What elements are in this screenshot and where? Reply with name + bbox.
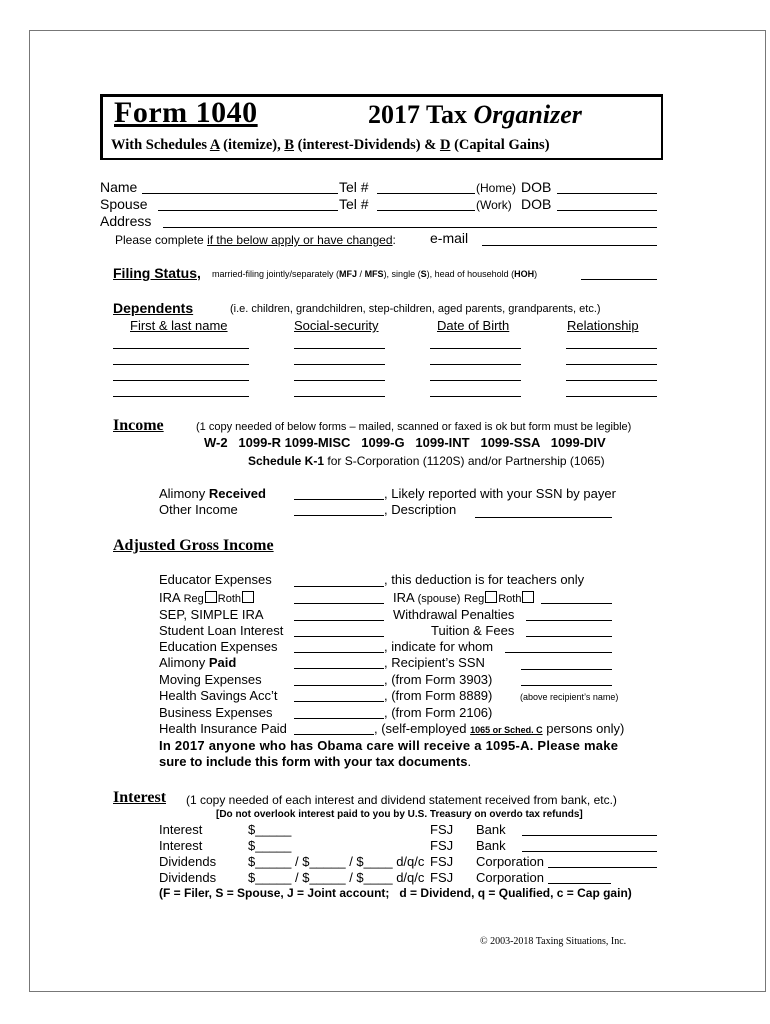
business-note: , (from Form 2106) <box>384 705 493 720</box>
interest-row-label: Interest <box>159 838 203 853</box>
education-label: Education Expenses <box>159 639 278 654</box>
tuition-field[interactable] <box>526 636 612 637</box>
moving-field[interactable] <box>294 685 384 686</box>
alimony-received-note: , Likely reported with your SSN by payer <box>384 486 616 501</box>
spouse-label: Spouse <box>100 196 148 212</box>
interest-row-amount[interactable]: $_____ <box>248 838 292 853</box>
interest-row-type: Bank <box>476 838 506 853</box>
work-tel-field[interactable] <box>377 210 475 211</box>
address-label: Address <box>100 213 152 229</box>
col-first-last-name: First & last name <box>130 318 228 333</box>
withdrawal-label: Withdrawal Penalties <box>393 607 515 622</box>
dependent-ssn-field[interactable] <box>294 348 385 349</box>
withdrawal-field[interactable] <box>526 620 612 621</box>
tel-label-2: Tel # <box>339 196 369 212</box>
dividend-row-amount[interactable]: $_____ / $_____ / $____ d/q/c <box>248 870 425 885</box>
interest-legend: (F = Filer, S = Spouse, J = Joint account; d = Dividend, q = Qualified, c = Cap gain) <box>159 886 632 900</box>
interest-row-fsj: FSJ <box>430 822 454 837</box>
business-field[interactable] <box>294 718 384 719</box>
email-label: e-mail <box>430 230 469 246</box>
dependent-name-field[interactable] <box>113 348 249 349</box>
other-income-field[interactable] <box>294 515 384 516</box>
alimony-paid-label: Alimony Paid <box>159 655 237 670</box>
dependent-ssn-field[interactable] <box>294 396 385 397</box>
educator-field[interactable] <box>294 586 384 587</box>
dependent-dob-field[interactable] <box>430 364 521 365</box>
hsa-note: , (from Form 8889) <box>384 688 493 703</box>
filing-status-text: married-filing jointly/separately (MFJ / MFS), single (S), head of household (HOH) <box>212 269 538 279</box>
k1-text: Schedule K-1 for S-Corporation (1120S) and/or Partnership (1065) <box>248 454 605 468</box>
ira-spouse-roth-checkbox[interactable] <box>522 591 534 603</box>
alimony-received-label: Alimony Received <box>159 486 266 501</box>
home-label: (Home) <box>476 181 517 195</box>
dependents-label: Dependents <box>113 300 194 316</box>
dependent-dob-field[interactable] <box>430 396 521 397</box>
bank-field[interactable] <box>522 835 657 836</box>
alimony-received-field[interactable] <box>294 499 384 500</box>
education-note: , indicate for whom <box>384 639 494 654</box>
dividend-row-label: Dividends <box>159 870 217 885</box>
dividend-row-fsj: FSJ <box>430 854 454 869</box>
dependent-relationship-field[interactable] <box>566 380 657 381</box>
name-label: Name <box>100 179 138 195</box>
tuition-label: Tuition & Fees <box>431 623 515 638</box>
bank-field[interactable] <box>522 851 657 852</box>
corporation-field[interactable] <box>548 867 657 868</box>
instruction-text: Please complete if the below apply or have changed: <box>115 233 396 247</box>
interest-row-type: Bank <box>476 822 506 837</box>
income-label: Income <box>113 417 164 434</box>
dependent-relationship-field[interactable] <box>566 364 657 365</box>
ira-roth-checkbox[interactable] <box>242 591 254 603</box>
interest-note: (1 copy needed of each interest and dividend statement received from bank, etc.) <box>186 793 617 807</box>
spouse-field[interactable] <box>158 210 338 211</box>
hsa-small-note: (above recipient’s name) <box>520 692 619 702</box>
dependent-name-field[interactable] <box>113 364 249 365</box>
ira-label: IRA Reg Roth <box>159 590 255 605</box>
email-field[interactable] <box>482 245 657 246</box>
sep-field[interactable] <box>294 620 384 621</box>
dependent-relationship-field[interactable] <box>566 396 657 397</box>
dependents-note: (i.e. children, grandchildren, step-children, aged parents, grandparents, etc.) <box>230 303 601 315</box>
home-tel-field[interactable] <box>377 193 475 194</box>
agi-label: Adjusted Gross Income <box>113 537 274 554</box>
dividend-row-fsj: FSJ <box>430 870 454 885</box>
obama-note-1: In 2017 anyone who has Obama care will receive a 1095-A. Please make <box>159 738 619 753</box>
work-label: (Work) <box>476 198 512 212</box>
ira-spouse-label: IRA (spouse) Reg Roth <box>393 590 535 605</box>
interest-row-label: Interest <box>159 822 203 837</box>
hsa-field[interactable] <box>294 701 384 702</box>
other-income-note: , Description <box>384 502 457 517</box>
dividend-row-amount[interactable]: $_____ / $_____ / $____ d/q/c <box>248 854 425 869</box>
income-note: (1 copy needed of below forms – mailed, scanned or faxed is ok but form must be legible) <box>196 421 632 433</box>
copyright: © 2003-2018 Taxing Situations, Inc. <box>480 936 627 947</box>
other-income-description-field[interactable] <box>475 517 612 518</box>
dependent-name-field[interactable] <box>113 396 249 397</box>
student-loan-field[interactable] <box>294 636 384 637</box>
obama-note-2: sure to include this form with your tax documents. <box>159 754 472 769</box>
health-note: , (self-employed 1065 or Sched. C persons only) <box>374 721 625 736</box>
interest-row-fsj: FSJ <box>430 838 454 853</box>
ira-spouse-field[interactable] <box>541 603 612 604</box>
alimony-paid-field[interactable] <box>294 668 384 669</box>
col-social-security: Social-security <box>294 318 379 333</box>
income-forms: W-2 1099-R 1099-MISC 1099-G 1099-INT 1099-SSA 1099-DIV <box>204 435 606 450</box>
interest-row-amount[interactable]: $_____ <box>248 822 292 837</box>
hsa-label: Health Savings Acc’t <box>159 688 278 703</box>
dob-field-2[interactable] <box>557 210 657 211</box>
student-loan-label: Student Loan Interest <box>159 623 284 638</box>
ira-field[interactable] <box>294 603 384 604</box>
moving-label: Moving Expenses <box>159 672 262 687</box>
ira-reg-checkbox[interactable] <box>205 591 217 603</box>
header-subtitle: With Schedules A (itemize), B (interest-Dividends) & D (Capital Gains) <box>111 137 550 153</box>
dependent-ssn-field[interactable] <box>294 380 385 381</box>
dob-field-1[interactable] <box>557 193 657 194</box>
sep-label: SEP, SIMPLE IRA <box>159 607 264 622</box>
filing-status-field[interactable] <box>581 279 657 280</box>
dependent-dob-field[interactable] <box>430 380 521 381</box>
interest-label: Interest <box>113 789 167 806</box>
tel-label-1: Tel # <box>339 179 369 195</box>
recipient-ssn-field[interactable] <box>521 669 612 670</box>
filing-status-label: Filing Status, <box>113 265 201 281</box>
name-field[interactable] <box>142 193 338 194</box>
dependent-dob-field[interactable] <box>430 348 521 349</box>
moving-note: , (from Form 3903) <box>384 672 493 687</box>
business-label: Business Expenses <box>159 705 273 720</box>
ira-spouse-reg-checkbox[interactable] <box>485 591 497 603</box>
education-field[interactable] <box>294 652 384 653</box>
interest-warning: [Do not overlook interest paid to you by U.S. Treasury on overdo tax refunds] <box>216 809 583 820</box>
dependent-name-field[interactable] <box>113 380 249 381</box>
educator-label: Educator Expenses <box>159 572 272 587</box>
address-field[interactable] <box>163 227 657 228</box>
dividend-row-type: Corporation <box>476 870 544 885</box>
health-field[interactable] <box>294 734 374 735</box>
alimony-paid-note: , Recipient’s SSN <box>384 655 485 670</box>
dependent-relationship-field[interactable] <box>566 348 657 349</box>
dob-label-1: DOB <box>521 179 552 195</box>
educator-note: , this deduction is for teachers only <box>384 572 585 587</box>
education-whom-field[interactable] <box>505 652 612 653</box>
health-label: Health Insurance Paid <box>159 721 287 736</box>
col-relationship: Relationship <box>567 318 639 333</box>
other-income-label: Other Income <box>159 502 238 517</box>
dependent-ssn-field[interactable] <box>294 364 385 365</box>
corporation-field[interactable] <box>548 883 611 884</box>
recipient-name-field[interactable] <box>521 685 612 686</box>
col-date-of-birth: Date of Birth <box>437 318 510 333</box>
dob-label-2: DOB <box>521 196 552 212</box>
dividend-row-type: Corporation <box>476 854 544 869</box>
form-title: Form 1040 <box>114 96 258 129</box>
year-tax: 2017 Tax Organizer <box>368 100 582 129</box>
dividend-row-label: Dividends <box>159 854 217 869</box>
